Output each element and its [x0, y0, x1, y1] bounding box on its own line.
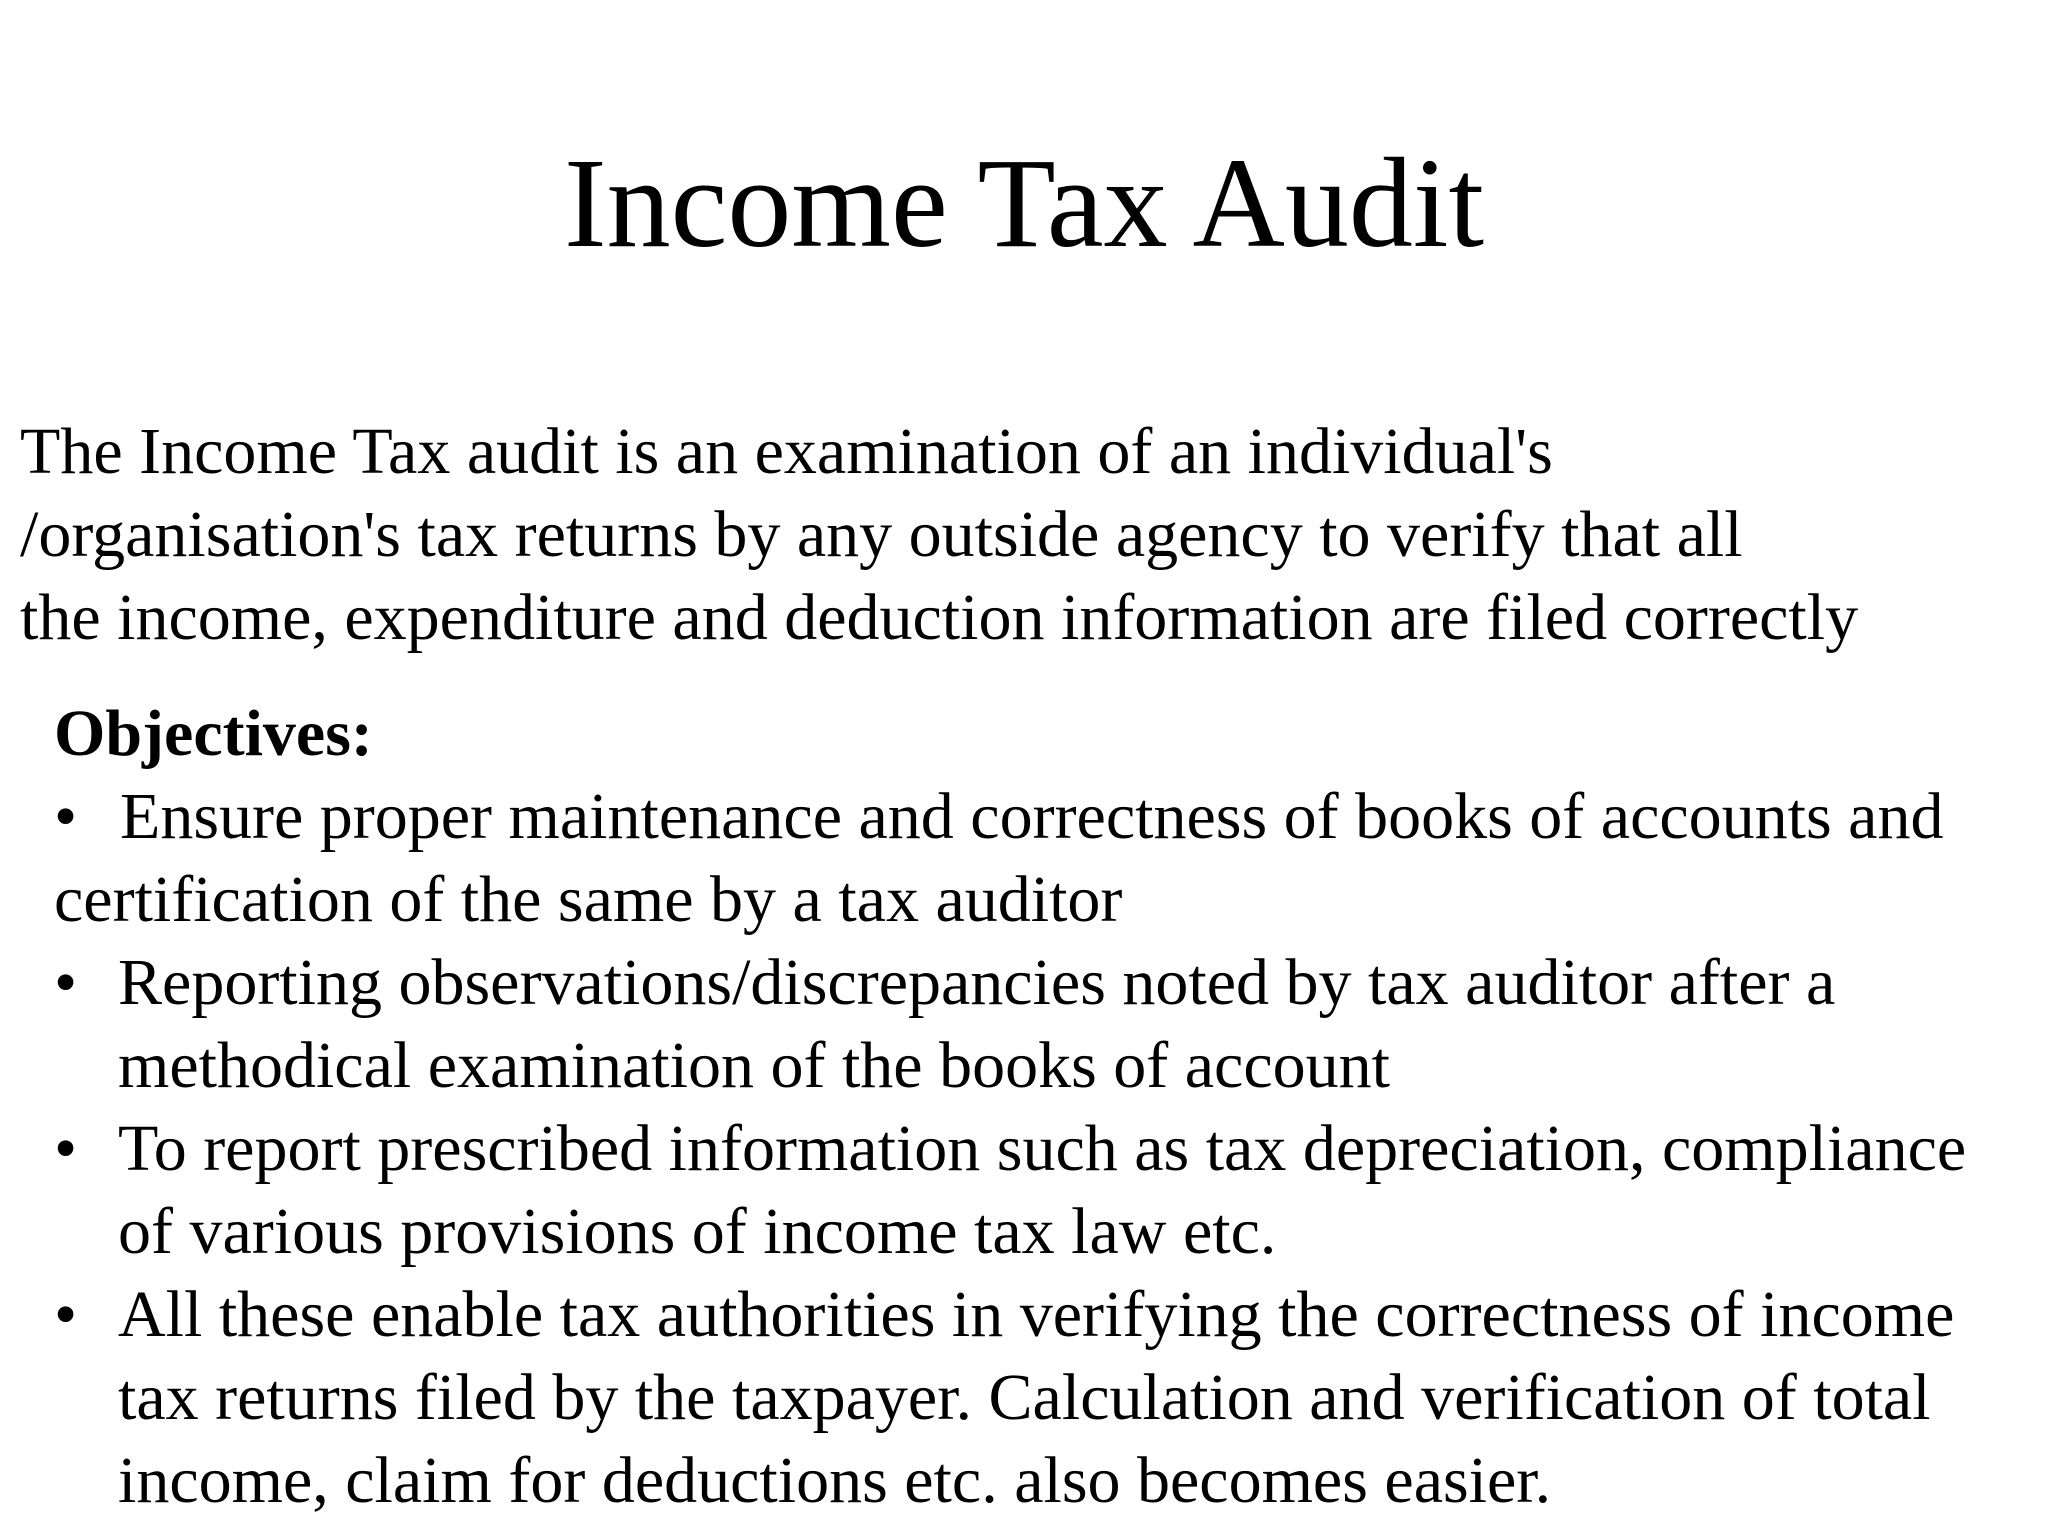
intro-line: The Income Tax audit is an examination of an individual's	[20, 415, 1553, 488]
objective-line: tax returns filed by the taxpayer. Calculation and verification of total	[118, 1361, 1931, 1434]
bullet-icon: •	[54, 1112, 78, 1185]
objective-line: certification of the same by a tax auditor	[54, 863, 1123, 936]
objective-line: To report prescribed information such as tax depreciation, compliance	[118, 1112, 1967, 1185]
intro-paragraph	[20, 410, 2030, 659]
objective-item	[54, 1273, 2044, 1522]
bullet-icon: •	[54, 946, 78, 1019]
objective-line: methodical examination of the books of account	[118, 1029, 1390, 1102]
objective-line: of various provisions of income tax law etc.	[118, 1195, 1277, 1268]
objective-item	[54, 1107, 2044, 1273]
objective-item	[54, 941, 2044, 1107]
objective-item	[54, 775, 2044, 941]
bullet-icon: •	[54, 780, 78, 853]
intro-line: the income, expenditure and deduction information are filed correctly	[20, 581, 1859, 654]
objective-text: Ensure proper maintenance and correctness of books of accounts and	[120, 780, 1944, 853]
objectives-section	[54, 692, 2044, 1522]
bullet-icon: •	[54, 1278, 78, 1351]
intro-line: /organisation's tax returns by any outside agency to verify that all	[20, 498, 1743, 571]
objective-line: Reporting observations/discrepancies noted by tax auditor after a	[118, 946, 1836, 1019]
objective-line	[54, 775, 2044, 858]
objective-line: All these enable tax authorities in verifying the correctness of income	[118, 1278, 1955, 1351]
objectives-heading: Objectives:	[54, 697, 373, 770]
objective-line: income, claim for deductions etc. also becomes easier.	[118, 1444, 1552, 1517]
objectives-list	[54, 941, 2044, 1522]
slide-title: Income Tax Audit	[563, 132, 1485, 274]
